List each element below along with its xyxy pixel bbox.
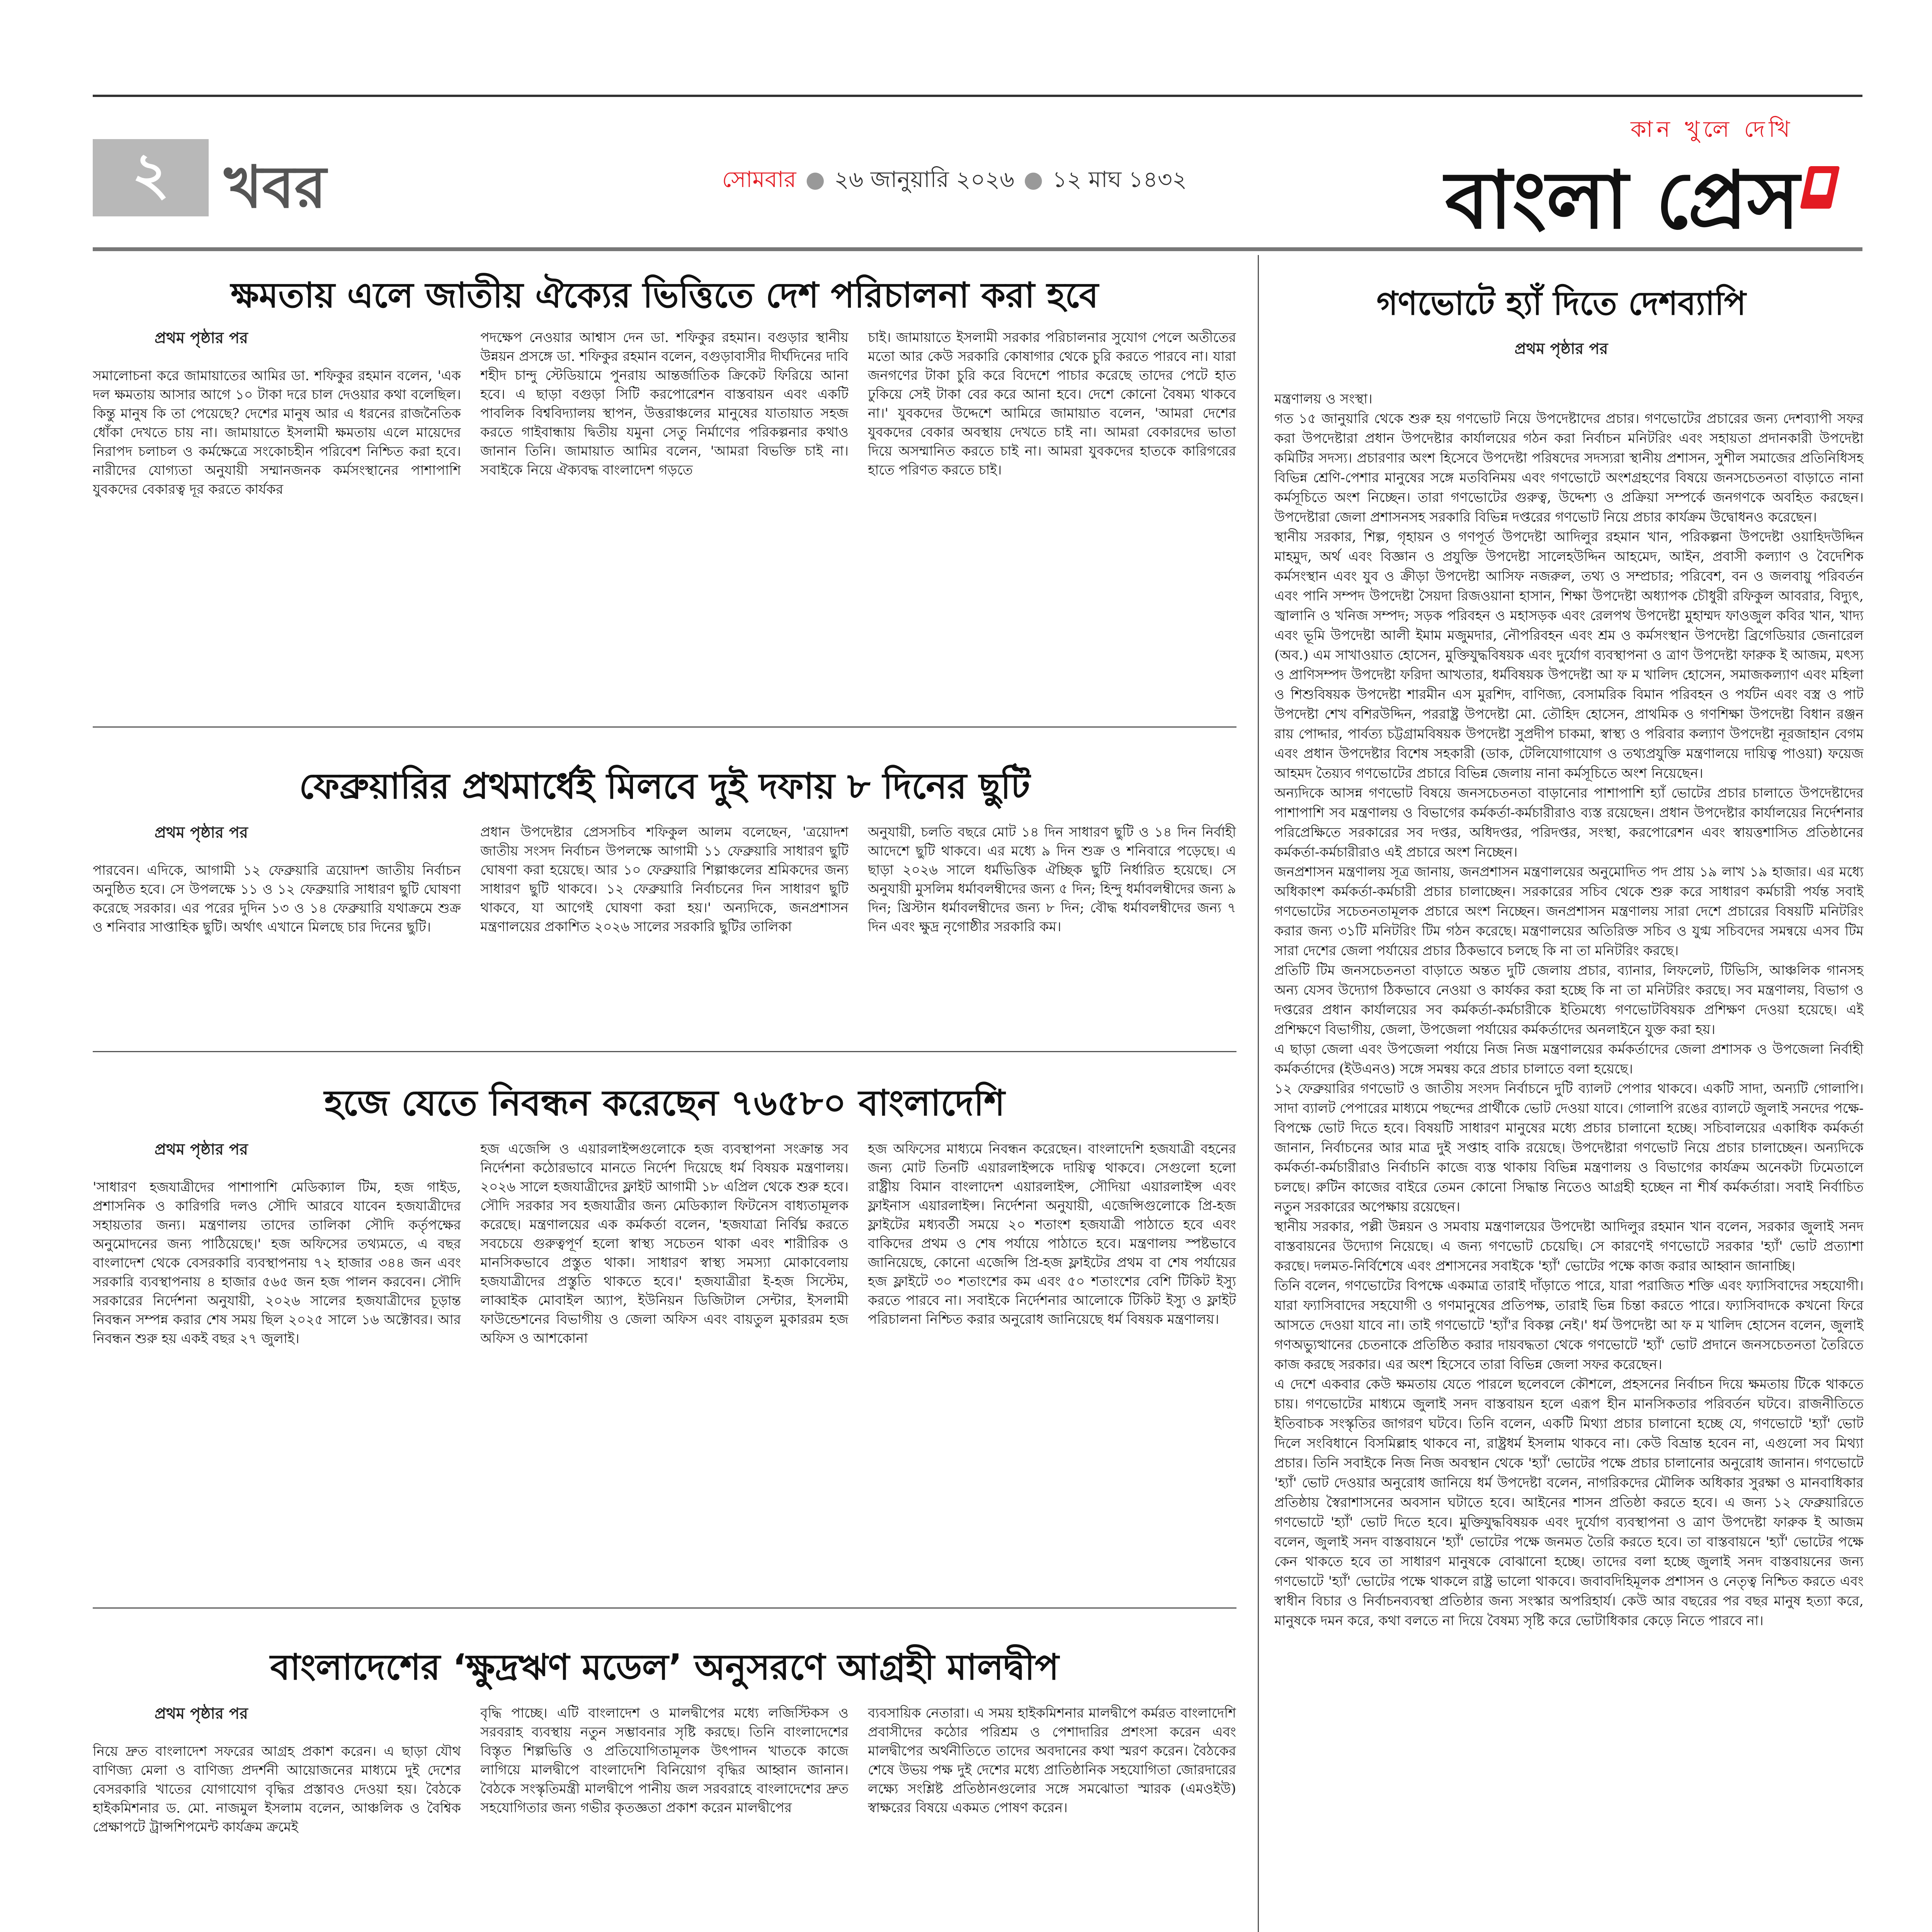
sidebar-body [1259,389,1864,1932]
sidebar-paragraph: ১২ ফেব্রুয়ারির গণভোট ও জাতীয় সংসদ নির্বাচনে দুটি ব্যালট পেপার থাকবে। একটি সাদা, অন্যটি গোলাপি। সাদা ব্যালট পেপারের মাধ্যমে পছন্দের প্রার্থীকে ভোট দেওয়া যাবে। গোলাপি রঙের ব্যালটে জুলাই সনদের পক্ষে-বিপক্ষে ভোট দিতে হবে। বিষয়টি সাধারণ মানুষের মধ্যে প্রচার চালানো হচ্ছে। সচিবালয়ের একাধিক কর্মকর্তা জানান, নির্বাচনের আর মাত্র দুই সপ্তাহ বাকি রয়েছে। উপদেষ্টারা গণভোট নিয়ে প্রচার চালাচ্ছেন। অন্যদিকে কর্মকর্তা-কর্মচারীরাও নির্বাচনি কাজে ব্যস্ত থাকায় বিভিন্ন মন্ত্রণালয় ও বিভাগের কার্যক্রম অনেকটা ঢিমেতালে চলছে। রুটিন কাজের বাইরে তেমন কোনো সিদ্ধান্ত নিতেও আগ্রহী হচ্ছেন না শীর্ষ কর্মকর্তারা। সবাই নির্বাচিত নতুন সরকারের অপেক্ষায় রয়েছেন। [1274,1081,1864,1215]
article-byline: প্রথম পৃষ্ঠার পর [155,1704,248,1723]
article-text: প্রধান উপদেষ্টার প্রেসসচিব শফিকুল আলম বলেছেন, 'ত্রয়োদশ জাতীয় সংসদ নির্বাচন উপলক্ষে আগামী ১১ ফেব্রুয়ারি সাধারণ ছুটি ঘোষণা করা হয়েছে। আর ১০ ফেব্রুয়ারি শিল্পাঞ্চলের শ্রমিকদের জন্য সাধারণ ছুটি থাকবে। ১২ ফেব্রুয়ারি নির্বাচনের দিন সাধারণ ছুটি থাকবে, যা আগেই ঘোষণা করা হয়।' অন্যদিকে, জনপ্রশাসন মন্ত্রণালয়ের প্রকাশিত ২০২৬ সালের সরকারি ছুটির তালিকা [480,825,849,935]
article-text: 'সাধারণ হজযাত্রীদের পাশাপাশি মেডিক্যাল টিম, হজ গাইড, প্রশাসনিক ও কারিগরি দলও সৌদি আরবে যাবেন হজযাত্রীদের সহায়তার জন্য। মন্ত্রণালয় তাদের তালিকা সৌদি কর্তৃপক্ষের অনুমোদনের জন্য পাঠিয়েছে।' হজ অফিসের তথ্যমতে, এ বছর বাংলাদেশ থেকে বেসরকারি ব্যবস্থাপনায় ৭২ হাজার ৩৪৪ জন এবং সরকারি ব্যবস্থাপনায় ৪ হাজার ৫৬৫ জন হজ পালন করবেন। সৌদি সরকারের নির্দেশনা অনুযায়ী, ২০২৬ সালের হজযাত্রীদের চূড়ান্ত নিবন্ধন সম্পন্ন করার শেষ সময় ছিল ২০২৫ সালে ১৬ অক্টোবর। আর নিবন্ধন শুরু হয় একই বছর ২৭ জুলাই। [93,1180,461,1347]
article-text: চাই। জামায়াতে ইসলামী সরকার পরিচালনার সুযোগ পেলে অতীতের মতো আর কেউ সরকারি কোষাগার থেকে চুরি করতে পারবে না। যারা জনগণের টাকা চুরি করে বিদেশে পাচার করেছে তাদের পেটে হাত ঢুকিয়ে সেই টাকা বের করে আনা হবে। দেশে কোনো বৈষম্য থাকবে না।' যুবকদের উদ্দেশে আমিরে জামায়াত বলেন, 'আমরা দেশের যুবকদের বেকার অবস্থায় দেখতে চাই না। আমরা বেকারদের ভাতা দিয়ে অসম্মানিত করতে চাই না। আমরা যুবকদের হাতকে কারিগরের হাতে পরিণত করতে চাই। [868,330,1236,478]
article-text: নিয়ে দ্রুত বাংলাদেশ সফরের আগ্রহ প্রকাশ করেন। এ ছাড়া যৌথ বাণিজ্য মেলা ও বাণিজ্য প্রদর্শনী আয়োজনের মাধ্যমে দুই দেশের বেসরকারি খাতের যোগাযোগ বৃদ্ধির প্রস্তাবও দেওয়া হয়। বৈঠকে হাইকমিশনার ড. মো. নাজমুল ইসলাম বলেন, আঞ্চলিক ও বৈশ্বিক প্রেক্ষাপটে ট্রান্সশিপমেন্ট কার্যক্রম ক্রমেই [93,1744,461,1835]
article-text: হজ অফিসের মাধ্যমে নিবন্ধন করেছেন। বাংলাদেশি হজযাত্রী বহনের জন্য মোট তিনটি এয়ারলাইন্সকে দায়িত্ব থাকবে। সেগুলো হলো রাষ্ট্রীয় বিমান বাংলাদেশ এয়ারলাইন্স, সৌদিয়া এয়ারলাইন্স এবং ফ্লাইনাস এয়ারলাইন্স। নির্দেশনা অনুযায়ী, এজেন্সিগুলোকে প্রি-হজ ফ্লাইটের মধ্যবর্তী সময়ে ২০ শতাংশ হজযাত্রী পাঠাতে হবে এবং বাকিদের প্রথম ও শেষ পর্যায়ে পাঠাতে হবে। মন্ত্রণালয় স্পষ্টভাবে জানিয়েছে, কোনো এজেন্সি প্রি-হজ ফ্লাইটের প্রথম বা শেষ পর্যায়ের হজ ফ্লাইটে ৩০ শতাংশের কম এবং ৫০ শতাংশের বেশি টিকিট ইস্যু করতে পারবে না। সবাইকে নির্দেশনার আলোকে টিকিট ইস্যু ও ফ্লাইট পরিচালনা নিশ্চিত করার অনুরোধ জানিয়েছে ধর্ম বিষয়ক মন্ত্রণালয়। [868,1141,1236,1327]
article-byline: প্রথম পৃষ্ঠার পর [155,329,248,347]
article [93,1615,1236,1932]
dateline-day: সোমবার [722,166,796,192]
sidebar-paragraph: স্থানীয় সরকার, শিল্প, গৃহায়ন ও গণপূর্ত উপদেষ্টা আদিলুর রহমান খান, পরিকল্পনা উপদেষ্টা ওয়াহিদউদ্দিন মাহমুদ, অর্থ এবং বিজ্ঞান ও প্রযুক্তি উপদেষ্টা সালেহউদ্দিন আহমেদ, আইন, প্রবাসী কল্যাণ ও বৈদেশিক কর্মসংস্থান এবং যুব ও ক্রীড়া উপদেষ্টা আসিফ নজরুল, তথ্য ও সম্প্রচার; পরিবেশ, বন ও জলবায়ু পরিবর্তন এবং পানি সম্পদ উপদেষ্টা সৈয়দা রিজওয়ানা হাসান, শিক্ষা উপদেষ্টা অধ্যাপক চৌধুরী রফিকুল আবরার, বিদ্যুৎ, জ্বালানি ও খনিজ সম্পদ; সড়ক পরিবহন ও মহাসড়ক এবং রেলপথ উপদেষ্টা মুহাম্মদ ফাওজুল কবির খান, খাদ্য এবং ভূমি উপদেষ্টা আলী ইমাম মজুমদার, নৌপরিবহন এবং শ্রম ও কর্মসংস্থান উপদেষ্টা ব্রিগেডিয়ার জেনারেল (অব.) এম সাখাওয়াত হোসেন, মুক্তিযুদ্ধবিষয়ক এবং দুর্যোগ ব্যবস্থাপনা ও ত্রাণ উপদেষ্টা ফারুক ই আজম, মৎস্য ও প্রাণিসম্পদ উপদেষ্টা ফরিদা আখতার, ধর্মবিষয়ক উপদেষ্টা আ ফ ম খালিদ হোসেন, সমাজকল্যাণ এবং মহিলা ও শিশুবিষয়ক উপদেষ্টা শারমীন এস মুরশিদ, বাণিজ্য, বেসামরিক বিমান পরিবহন ও পর্যটন এবং বস্ত্র ও পাট উপদেষ্টা শেখ বশিরউদ্দিন, পররাষ্ট্র উপদেষ্টা মো. তৌহিদ হোসেন, প্রাথমিক ও গণশিক্ষা উপদেষ্টা বিধান রঞ্জন রায় পোদ্দার, পার্বত্য চট্টগ্রামবিষয়ক উপদেষ্টা সুপ্রদীপ চাকমা, স্বাস্থ্য ও পরিবার কল্যাণ উপদেষ্টা নূরজাহান বেগম এবং প্রধান উপদেষ্টার বিশেষ সহকারী (ডাক, টেলিযোগাযোগ ও তথ্যপ্রযুক্তি মন্ত্রণালয়ে দায়িত্ব পাওয়া) ফয়েজ আহমদ তৈয়্যব গণভোটের প্রচারে বিভিন্ন জেলায় নানা কর্মসূচিতে অংশ নিয়েছেন। [1274,529,1864,781]
sidebar-paragraph: তিনি বলেন, গণভোটের বিপক্ষে একমাত্র তারাই দাঁড়াতে পারে, যারা পরাজিত শক্তি এবং ফ্যাসিবাদের সহযোগী। যারা ফ্যাসিবাদের সহযোগী ও গণমানুষের প্রতিপক্ষ, তারাই ভিন্ন চিন্তা করতে পারে। ফ্যাসিবাদকে কখনো ফিরে আসতে দেওয়া যাবে না। তাই গণভোটে 'হ্যাঁ'র বিকল্প নেই।' ধর্ম উপদেষ্টা আ ফ ম খালিদ হোসেন বলেন, জুলাই গণঅভ্যুত্থানের চেতনাকে প্রতিষ্ঠিত করার দায়বদ্ধতা থেকে গণভোটে 'হ্যাঁ' ভোট প্রদানে জনসচেতনতা তৈরিতে কাজ করছে সরকার। এর অংশ হিসেবে তারা বিভিন্ন জেলা সফর করেছেন। [1274,1278,1864,1372]
article-column [93,328,461,576]
sidebar-byline: প্রথম পৃষ্ঠার পর [1514,340,1608,358]
sidebar-paragraph: এ ছাড়া জেলা এবং উপজেলা পর্যায়ে নিজ নিজ মন্ত্রণালয়ের কর্মকর্তাদের জেলা প্রশাসক ও উপজেলা নির্বাহী কর্মকর্তাদের (ইউএনও) সঙ্গে সমন্বয় করে প্রচার চালাতে বলা হয়েছে। [1274,1042,1864,1077]
article-column [93,1704,461,1932]
logo-tagline: কান খুলে দেখি [1631,116,1794,142]
masthead-rule [93,247,1862,251]
article-column [93,1140,461,1584]
article-text: ব্যবসায়িক নেতারা। এ সময় হাইকমিশনার মালদ্বীপে কর্মরত বাংলাদেশি প্রবাসীদের কঠোর পরিশ্রম ও পেশাদারির প্রশংসা করেন এবং মালদ্বীপের অর্থনীতিতে তাদের অবদানের কথা স্মরণ করেন। বৈঠকের শেষে উভয় পক্ষ দুই দেশের মধ্যে প্রাতিষ্ঠানিক সহযোগিতা জোরদারের লক্ষ্যে সংশ্লিষ্ট প্রতিষ্ঠানগুলোর সঙ্গে সমঝোতা স্মারক (এমওইউ) স্বাক্ষরের বিষয়ে একমত পোষণ করেন। [868,1706,1236,1816]
article-column [480,1704,849,1932]
dateline-dot: ● [805,166,825,192]
article-column [480,328,849,576]
dateline-dot: ● [1024,166,1043,192]
article-headline[interactable]: হজে যেতে নিবন্ধন করেছেন ৭৬৫৮০ বাংলাদেশি [324,1082,1005,1124]
article-separator [93,726,1236,728]
article-column [480,1140,849,1584]
article-separator [93,1607,1236,1609]
sidebar-paragraph: মন্ত্রণালয় ও সংস্থা। [1274,391,1372,407]
article-text: পারবেন। এদিকে, আগামী ১২ ফেব্রুয়ারি ত্রয়োদশ জাতীয় নির্বাচন অনুষ্ঠিত হবে। সে উপলক্ষে ১১ ও ১২ ফেব্রুয়ারি সাধারণ ছুটি ঘোষণা করেছে সরকার। এর পরের দুদিন ১৩ ও ১৪ ফেব্রুয়ারি যথাক্রমে শুক্র ও শনিবার সাপ্তাহিক ছুটি। অর্থাৎ এখানে মিলছে চার দিনের ছুটি। [93,863,461,935]
article-text: পদক্ষেপ নেওয়ার আশ্বাস দেন ডা. শফিকুর রহমান। বগুড়ার স্থানীয় উন্নয়ন প্রসঙ্গে ডা. শফিকুর রহমান বলেন, বগুড়াবাসীর দীর্ঘদিনের দাবি শহীদ চান্দু স্টেডিয়ামে পুনরায় আন্তর্জাতিক ক্রিকেট ফিরিয়ে আনা হবে। এ ছাড়া বগুড়া সিটি করপোরেশন বাস্তবায়ন এবং একটি পাবলিক বিশ্ববিদ্যালয় স্থাপন, উত্তরাঞ্চলের মানুষের যাতায়াত সহজ করতে গাইবান্ধায় দ্বিতীয় যমুনা সেতু নির্মাণের পরিকল্পনার কথাও জানান তিনি। জামায়াত আমির বলেন, 'আমরা বিভক্তি চাই না। সবাইকে নিয়ে ঐক্যবদ্ধ বাংলাদেশ গড়তে [480,330,849,478]
main-news-area [93,255,1236,1932]
article-text: হজ এজেন্সি ও এয়ারলাইন্সগুলোকে হজ ব্যবস্থাপনা সংক্রান্ত সব নির্দেশনা কঠোরভাবে মানতে নির্দেশ দিয়েছে ধর্ম বিষয়ক মন্ত্রণালয়। ২০২৬ সালে হজযাত্রীদের ফ্লাইট আগামী ১৮ এপ্রিল থেকে শুরু হবে। সৌদি সরকার সব হজযাত্রীর জন্য মেডিক্যাল ফিটনেস বাধ্যতামূলক করেছে। মন্ত্রণালয়ের এক কর্মকর্তা বলেন, 'হজযাত্রা নির্বিঘ্ন করতে সবচেয়ে গুরুত্বপূর্ণ হলো স্বাস্থ্য সচেতন থাকা এবং শারীরিক ও মানসিকভাবে প্রস্তুত থাকা। সাধারণ স্বাস্থ্য সমস্যা মোকাবেলায় হজযাত্রীদের প্রস্তুতি থাকতে হবে।' হজযাত্রীরা ই-হজ সিস্টেম, লাব্বাইক মোবাইল অ্যাপ, ইউনিয়ন ডিজিটাল সেন্টার, ইসলামী ফাউন্ডেশনের বিভাগীয় ও জেলা অফিস এবং বায়তুল মুকাররম হজ অফিস ও আশকোনা [480,1141,849,1346]
article-headline[interactable]: বাংলাদেশের ‘ক্ষুদ্রঋণ মডেল’ অনুসরণে আগ্রহী মালদ্বীপ [270,1646,1059,1688]
sidebar-paragraph: জনপ্রশাসন মন্ত্রণালয় সূত্র জানায়, জনপ্রশাসন মন্ত্রণালয়ের অনুমোদিত পদ প্রায় ১৯ লাখ ১৯ হাজার। এর মধ্যে অধিকাংশ কর্মকর্তা-কর্মচারী প্রচার চালাচ্ছেন। সরকারের সচিব থেকে শুরু করে সাধারণ কর্মচারী পর্যন্ত সবাই গণভোটের সচেতনতামূলক প্রচারে অংশ নিচ্ছেন। জনপ্রশাসন মন্ত্রণালয় সারা দেশে প্রচারের বিষয়টি মনিটরিং করার জন্য ৩১টি মনিটরিং টিম গঠন করেছে। মন্ত্রণালয়ের অতিরিক্ত সচিব ও যুগ্ম সচিবদের সমন্বয়ে এসব টিম সারা দেশের জেলা পর্যায়ের প্রচার ঠিকভাবে চলছে কি না তা মনিটরিং করছে। [1274,864,1864,959]
article-column [868,1704,1236,1932]
sidebar-paragraph: স্থানীয় সরকার, পল্লী উন্নয়ন ও সমবায় মন্ত্রণালয়ের উপদেষ্টা আদিলুর রহমান খান বলেন, সরকার জুলাই সনদ বাস্তবায়নের উদ্যোগ নিয়েছে। এ জন্য গণভোট চেয়েছি। সে কারণেই গণভোটে সরকার 'হ্যাঁ' ভোট প্রত্যাশা করছে। দলমত-নির্বিশেষে এবং প্রশাসনের সবাইকে 'হ্যাঁ' ভোটের পক্ষে কাজ করার আহ্বান জানাচ্ছি। [1274,1219,1864,1274]
sidebar-paragraph: এ দেশে একবার কেউ ক্ষমতায় যেতে পারলে ছলেবলে কৌশলে, প্রহসনের নির্বাচন দিয়ে ক্ষমতায় টিকে থাকতে চায়। গণভোটের মাধ্যমে জুলাই সনদ বাস্তবায়ন হলে এরূপ হীন মানসিকতার পরিবর্তন ঘটবে। রাজনীতিতে ইতিবাচক সংস্কৃতির জাগরণ ঘটবে। তিনি বলেন, একটি মিথ্যা প্রচার চালানো হচ্ছে যে, গণভোটে 'হ্যাঁ' ভোট দিলে সংবিধানে বিসমিল্লাহ থাকবে না, রাষ্ট্রধর্ম ইসলাম থাকবে না। কেউ বিভ্রান্ত হবেন না, এগুলো সব মিথ্যা প্রচার। তিনি সবাইকে নিজ নিজ অবস্থান থেকে 'হ্যাঁ' ভোটের পক্ষে প্রচার চালানোর অনুরোধ জানান। গণভোটে 'হ্যাঁ' ভোট দেওয়ার অনুরোধ জানিয়ে ধর্ম উপদেষ্টা বলেন, নাগরিকদের মৌলিক অধিকার সুরক্ষা ও মানবাধিকার প্রতিষ্ঠায় স্বৈরাশাসনের অবসান ঘটাতে হবে। আইনের শাসন প্রতিষ্ঠা করতে হবে। এ জন্য ১২ ফেব্রুয়ারিতে গণভোটে 'হ্যাঁ' ভোট দিতে হবে। মুক্তিযুদ্ধবিষয়ক এবং দুর্যোগ ব্যবস্থাপনা ও ত্রাণ উপদেষ্টা ফারুক ই আজম বলেন, জুলাই সনদ বাস্তবায়নে 'হ্যাঁ' ভোটের পক্ষে জনমত তৈরি করতে হবে। তা বাস্তবায়নে 'হ্যাঁ' ভোটের পক্ষে কেন থাকতে হবে তা সাধারণ মানুষকে বোঝানো হচ্ছে। তাদের বলা হচ্ছে জুলাই সনদ বাস্তবায়নের জন্য গণভোটে 'হ্যাঁ' ভোটের পক্ষে থাকলে রাষ্ট্র ভালো থাকবে। জবাবদিহিমূলক প্রশাসন ও নেতৃত্ব নিশ্চিত করতে এবং স্বাধীন বিচার ও নির্বাচনব্যবস্থা প্রতিষ্ঠার জন্য সংস্কার অপরিহার্য। কেউ আর বছরের পর বছর মানুষ হত্যা করে, মানুষকে দমন করে, কথা বলতে না দিয়ে বৈষম্য সৃষ্টি করে ভোটাধিকার কেড়ে নিতে পারবে না। [1274,1377,1864,1629]
article-headline[interactable]: ক্ষমতায় এলে জাতীয় ঐক্যের ভিত্তিতে দেশ পরিচালনা করা হবে [231,275,1099,316]
top-rule [93,95,1862,97]
dateline-date: ২৬ জানুয়ারি ২০২৬ [834,166,1015,192]
dateline-bangla-date: ১২ মাঘ ১৪৩২ [1052,166,1187,192]
logo[interactable]: বাংলা প্রেস [1445,154,1799,247]
article [93,1063,1236,1596]
article-headline[interactable]: ফেব্রুয়ারির প্রথমার্ধেই মিলবে দুই দফায় ৮ দিনের ছুটি [299,765,1030,807]
article-column [868,328,1236,576]
sidebar-article [1258,255,1864,1932]
article-text: অনুযায়ী, চলতি বছরে মোট ১৪ দিন সাধারণ ছুটি ও ১৪ দিন নির্বাহী আদেশে ছুটি থাকবে। এর মধ্যে ৯ দিন শুক্র ও শনিবারে পড়েছে। এ ছাড়া ২০২৬ সালে ধর্মভিত্তিক ঐচ্ছিক ছুটি নির্ধারিত হয়েছে। সে অনুযায়ী মুসলিম ধর্মাবলম্বীদের জন্য ৫ দিন; হিন্দু ধর্মাবলম্বীদের জন্য ৯ দিন; খ্রিস্টান ধর্মাবলম্বীদের জন্য ৮ দিন; বৌদ্ধ ধর্মাবলম্বীদের জন্য ৭ দিন এবং ক্ষুদ্র নৃগোষ্ঠীর সরকারি কম। [868,825,1236,935]
sidebar-paragraph: প্রতিটি টিম জনসচেতনতা বাড়াতে অন্তত দুটি জেলায় প্রচার, ব্যানার, লিফলেট, টিভিসি, আঞ্চলিক গানসহ অন্য যেসব উদ্যোগ ঠিকভাবে নেওয়া ও কার্যকর করা হচ্ছে কি না তা মনিটরিং করছে। সব মন্ত্রণালয়, বিভাগ ও দপ্তরের প্রধান কার্যালয়ের সব কর্মকর্তা-কর্মচারীকে ইতিমধ্যে গণভোটবিষয়ক প্রশিক্ষণ দেওয়া হয়েছে। এই প্রশিক্ষণে বিভাগীয়, জেলা, উপজেলা পর্যায়ের কর্মকর্তাদের অনলাইনে যুক্ত করা হয়। [1274,963,1864,1037]
article [93,270,1236,587]
article-byline: প্রথম পৃষ্ঠার পর [155,823,248,842]
sidebar-paragraph: অন্যদিকে আসন্ন গণভোট বিষয়ে জনসচেতনতা বাড়ানোর পাশাপাশি হ্যাঁ ভোটের প্রচার চালাতে উপদেষ্টাদের পাশাপাশি সব মন্ত্রণালয় ও বিভাগের কর্মকর্তা-কর্মচারীরাও ব্যস্ত রয়েছেন। প্রধান উপদেষ্টার কার্যালয়ের নির্দেশনার পরিপ্রেক্ষিতে সরকারের সব দপ্তর, অধিদপ্তর, পরিদপ্তর, সংস্থা, করপোরেশন এবং স্বায়ত্তশাসিত প্রতিষ্ঠানের কর্মকর্তা-কর্মচারীরাও এই প্রচারে অংশ নিচ্ছেন। [1274,786,1864,860]
article-column [868,1140,1236,1584]
dateline [587,162,1321,200]
section-name: খবর [224,153,327,221]
article-text: সমালোচনা করে জামায়াতের আমির ডা. শফিকুর রহমান বলেন, 'এক দল ক্ষমতায় আসার আগে ১০ টাকা দরে চাল দেওয়ার কথা বলেছিল। কিন্তু মানুষ কি তা পেয়েছে? দেশের মানুষ আর এ ধরনের রাজনৈতিক ধোঁকা দেখতে চায় না। জামায়াতে ইসলামী ক্ষমতায় এলে মায়েদের নিরাপদ চলাচল ও কর্মক্ষেত্রে সংকোচহীন পরিবেশ নিশ্চিত করা হবে। নারীদের যোগ্যতা অনুযায়ী সম্মানজনক কর্মসংস্থানের পাশাপাশি যুবকদের বেকারত্ব দূর করতে কার্যকর [93,368,461,497]
page-number: ২ [93,139,209,216]
newspaper-logo-icon [1800,166,1840,209]
article-text: বৃদ্ধি পাচ্ছে। এটি বাংলাদেশ ও মালদ্বীপের মধ্যে লজিস্টিকস ও সরবরাহ ব্যবস্থায় নতুন সম্ভাবনার সৃষ্টি করছে। তিনি বাংলাদেশের বিস্তৃত শিল্পভিত্তি ও প্রতিযোগিতামূলক উৎপাদন খাতকে কাজে লাগিয়ে মালদ্বীপে বাংলাদেশি বিনিয়োগ বৃদ্ধির আহ্বান জানান। বৈঠকে সংস্কৃতিমন্ত্রী মালদ্বীপে পানীয় জল সরবরাহে বাংলাদেশের দ্রুত সহযোগিতার জন্য গভীর কৃতজ্ঞতা প্রকাশ করেন মালদ্বীপের [480,1706,849,1816]
sidebar-paragraph: গত ১৫ জানুয়ারি থেকে শুরু হয় গণভোট নিয়ে উপদেষ্টাদের প্রচার। গণভোটের প্রচারের জন্য দেশব্যাপী সফর করা উপদেষ্টারা প্রধান উপদেষ্টার কার্যালয়ের গঠন করা নির্বাচন মনিটরিং এবং সহায়তা প্রদানকারী উপদেষ্টা কমিটির সদস্য। প্রচারণার অংশ হিসেবে উপদেষ্টা পরিষদের সদস্যরা স্থানীয় প্রশাসন, সুশীল সমাজের প্রতিনিধিসহ বিভিন্ন শ্রেণি-পেশার মানুষের সঙ্গে মতবিনিময় এবং গণভোটে অংশগ্রহণের বিষয়ে জনসচেতনতা বাড়াতে নানা কর্মসূচিতে অংশ নিচ্ছেন। তারা গণভোটের গুরুত্ব, উদ্দেশ্য ও প্রক্রিয়া সম্পর্কে জনগণকে অবহিত করছেন। উপদেষ্টারা জেলা প্রশাসনসহ সরকারি বিভিন্ন দপ্তরের গণভোট নিয়ে প্রচার কার্যক্রম উদ্বোধনও করেছেন। [1274,411,1864,525]
masthead [93,116,1862,247]
sidebar-headline[interactable]: গণভোটে হ্যাঁ দিতে দেশব্যাপি [1376,284,1746,322]
article-separator [93,1051,1236,1052]
article-byline: প্রথম পৃষ্ঠার পর [155,1140,248,1158]
